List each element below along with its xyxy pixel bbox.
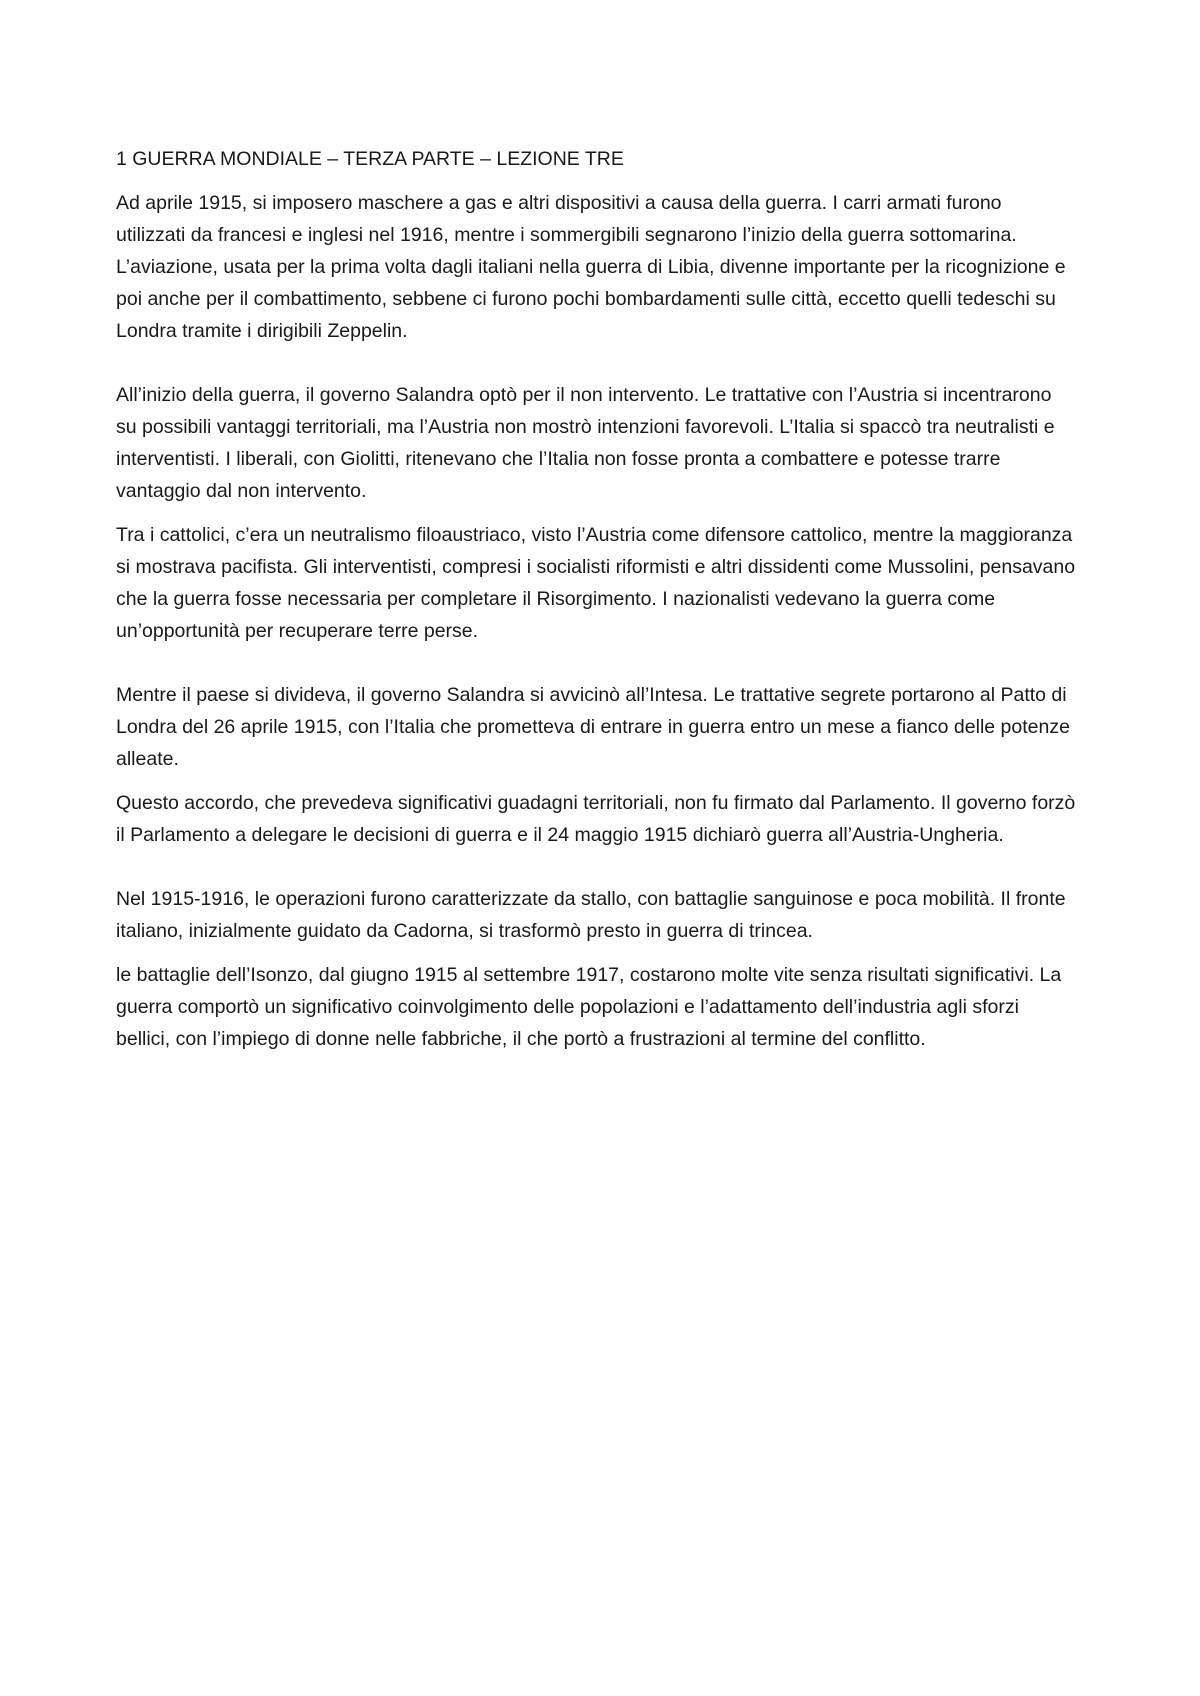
document-page bbox=[116, 143, 1076, 1055]
paragraph-1: Ad aprile 1915, si imposero maschere a gas e altri dispositivi a causa della guerra. I carri armati furono utilizzati da francesi e inglesi nel 1916, mentre i sommergibili segnarono l’inizio della guerra sottomarina. L’aviazione, usata per la prima volta dagli italiani nella guerra di Libia, divenne importante per la ricognizione e poi anche per il combattimento, sebbene ci furono pochi bombardamenti sulle città, eccetto quelli tedeschi su Londra tramite i dirigibili Zeppelin. bbox=[116, 192, 1066, 342]
paragraph-5: Questo accordo, che prevedeva significativi guadagni territoriali, non fu firmato dal Parlamento. Il governo forzò il Parlamento a delegare le decisioni di guerra e il 24 maggio 1915 dichiarò guerra all’Austria-Ungheria. bbox=[116, 792, 1076, 846]
paragraph-2: All’inizio della guerra, il governo Salandra optò per il non intervento. Le trattative con l’Austria si incentrarono su possibili vantaggi territoriali, ma l’Austria non mostrò intenzioni favorevoli. L’Italia si spaccò tra neutralisti e interventisti. I liberali, con Giolitti, ritenevano che l’Italia non fosse pronta a combattere e potesse trarre vantaggio dal non intervento. bbox=[116, 384, 1055, 502]
paragraph-4: Mentre il paese si divideva, il governo Salandra si avvicinò all’Intesa. Le trattative segrete portarono al Patto di Londra del 26 aprile 1915, con l’Italia che prometteva di entrare in guerra entro un mese a fianco delle potenze alleate. bbox=[116, 684, 1070, 770]
paragraph-6: Nel 1915-1916, le operazioni furono caratterizzate da stallo, con battaglie sanguinose e poca mobilità. Il fronte italiano, inizialmente guidato da Cadorna, si trasformò presto in guerra di trincea. bbox=[116, 888, 1066, 942]
document-title: 1 GUERRA MONDIALE – TERZA PARTE – LEZIONE TRE bbox=[116, 148, 624, 170]
paragraph-7: le battaglie dell’Isonzo, dal giugno 1915 al settembre 1917, costarono molte vite senza risultati significativi. La guerra comportò un significativo coinvolgimento delle popolazioni e l’adattamento dell’industria agli sforzi bellici, con l’impiego di donne nelle fabbriche, il che portò a frustrazioni al termine del conflitto. bbox=[116, 964, 1062, 1050]
paragraph-3: Tra i cattolici, c’era un neutralismo filoaustriaco, visto l’Austria come difensore cattolico, mentre la maggioranza si mostrava pacifista. Gli interventisti, compresi i socialisti riformisti e altri dissidenti come Mussolini, pensavano che la guerra fosse necessaria per completare il Risorgimento. I nazionalisti vedevano la guerra come un’opportunità per recuperare terre perse. bbox=[116, 524, 1076, 642]
